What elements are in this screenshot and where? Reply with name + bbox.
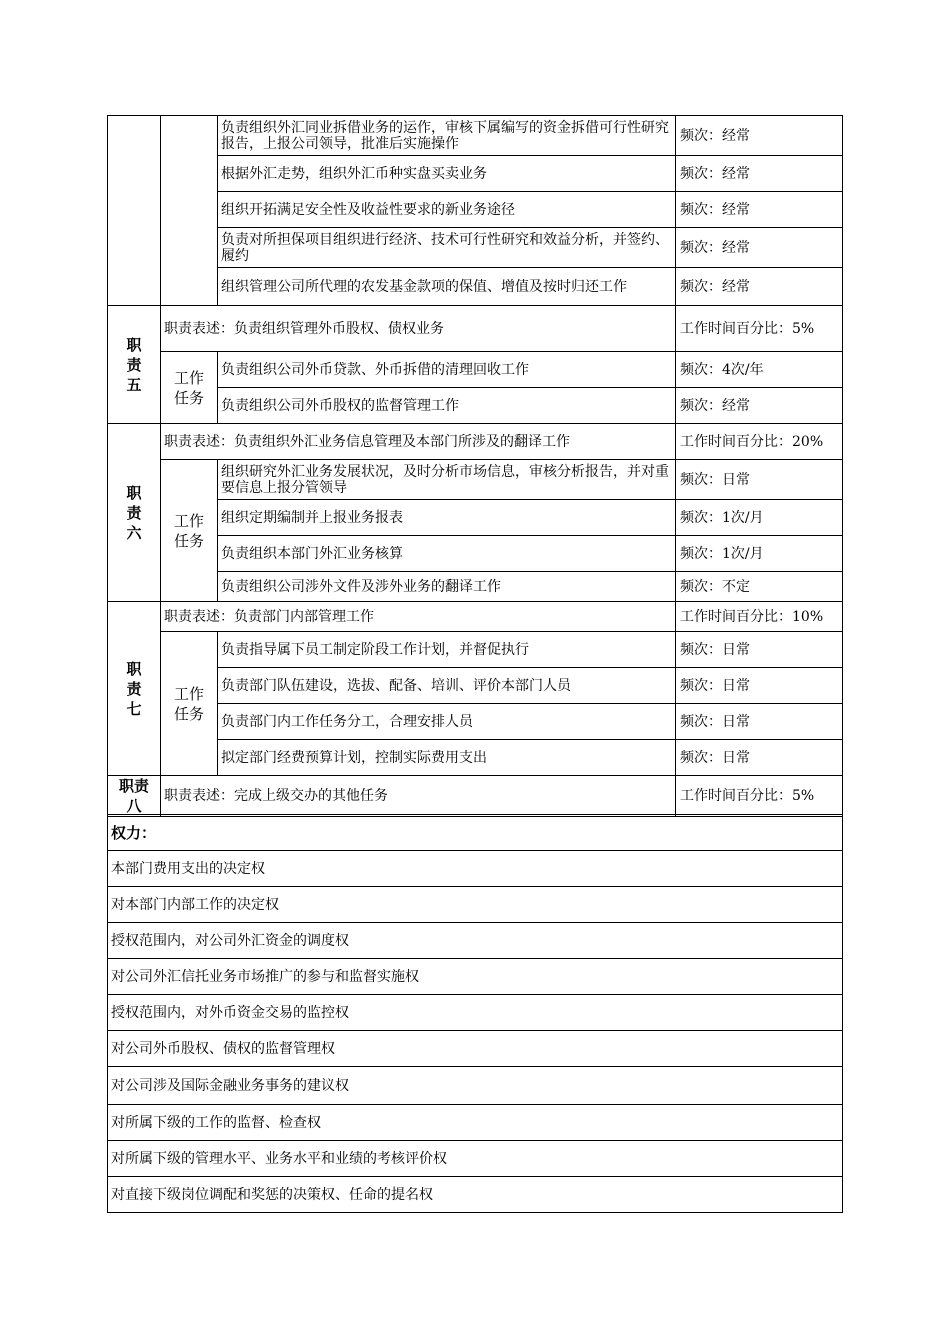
task-text: 负责组织公司涉外文件及涉外业务的翻译工作 bbox=[218, 572, 676, 602]
task-frequency: 频次：1次/月 bbox=[676, 500, 843, 536]
task-frequency: 频次：经常 bbox=[676, 228, 843, 268]
task-frequency: 频次：经常 bbox=[676, 192, 843, 228]
duty-statement: 职责表述：负责组织外汇业务信息管理及本部门所涉及的翻译工作 bbox=[161, 424, 676, 460]
duty-time-percent: 工作时间百分比：5% bbox=[676, 306, 843, 352]
power-item: 对公司涉及国际金融业务事务的建议权 bbox=[108, 1067, 843, 1105]
work-task-label: 工作 任务 bbox=[161, 352, 218, 424]
task-row bbox=[108, 704, 843, 740]
task-text: 负责组织外汇同业拆借业务的运作，审核下属编写的资金拆借可行性研究报告，上报公司领导，批准后实施操作 bbox=[218, 116, 676, 156]
task-text: 负责组织公司外币股权的监督管理工作 bbox=[218, 388, 676, 424]
duty-statement-row bbox=[108, 306, 843, 352]
task-text: 负责组织本部门外汇业务核算 bbox=[218, 536, 676, 572]
duty-eight-label: 职责 八 bbox=[108, 776, 161, 817]
power-item: 授权范围内，对外币资金交易的监控权 bbox=[108, 995, 843, 1031]
duty-statement-row bbox=[108, 602, 843, 632]
duty-statement-row bbox=[108, 424, 843, 460]
work-task-label: 工作 任务 bbox=[161, 460, 218, 602]
duties-table bbox=[107, 115, 843, 817]
task-text: 组织管理公司所代理的农发基金款项的保值、增值及按时归还工作 bbox=[218, 268, 676, 306]
power-item: 对公司外汇信托业务市场推广的参与和监督实施权 bbox=[108, 959, 843, 995]
task-row bbox=[108, 228, 843, 268]
duty-statement: 职责表述：完成上级交办的其他任务 bbox=[161, 776, 676, 817]
task-row bbox=[108, 352, 843, 388]
task-text: 拟定部门经费预算计划，控制实际费用支出 bbox=[218, 740, 676, 776]
task-row bbox=[108, 156, 843, 192]
duty-six-label: 职 责 六 bbox=[108, 424, 161, 602]
task-text: 组织定期编制并上报业务报表 bbox=[218, 500, 676, 536]
task-frequency: 频次：日常 bbox=[676, 668, 843, 704]
task-frequency: 频次：经常 bbox=[676, 156, 843, 192]
power-item: 授权范围内，对公司外汇资金的调度权 bbox=[108, 923, 843, 959]
power-item: 对所属下级的工作的监督、检查权 bbox=[108, 1105, 843, 1141]
powers-heading: 权力： bbox=[108, 815, 843, 851]
duty-five-label: 职 责 五 bbox=[108, 306, 161, 424]
task-text: 组织研究外汇业务发展状况，及时分析市场信息，审核分析报告，并对重要信息上报分管领导 bbox=[218, 460, 676, 500]
task-text: 组织开拓满足安全性及收益性要求的新业务途径 bbox=[218, 192, 676, 228]
task-frequency: 频次：日常 bbox=[676, 704, 843, 740]
duty-statement: 职责表述：负责部门内部管理工作 bbox=[161, 602, 676, 632]
task-row bbox=[108, 536, 843, 572]
power-item: 本部门费用支出的决定权 bbox=[108, 851, 843, 887]
task-text: 负责对所担保项目组织进行经济、技术可行性研究和效益分析，并签约、履约 bbox=[218, 228, 676, 268]
task-row bbox=[108, 460, 843, 500]
task-frequency: 频次：日常 bbox=[676, 460, 843, 500]
task-frequency: 频次：经常 bbox=[676, 116, 843, 156]
work-task-label: 工作 任务 bbox=[161, 632, 218, 776]
task-row bbox=[108, 268, 843, 306]
duty-time-percent: 工作时间百分比：5% bbox=[676, 776, 843, 817]
task-row bbox=[108, 572, 843, 602]
powers-table bbox=[107, 814, 843, 1213]
task-frequency: 频次：经常 bbox=[676, 268, 843, 306]
power-item: 对公司外币股权、债权的监督管理权 bbox=[108, 1031, 843, 1067]
power-item: 对所属下级的管理水平、业务水平和业绩的考核评价权 bbox=[108, 1141, 843, 1177]
task-text: 负责组织公司外币贷款、外币拆借的清理回收工作 bbox=[218, 352, 676, 388]
task-frequency: 频次：不定 bbox=[676, 572, 843, 602]
task-frequency: 频次：4次/年 bbox=[676, 352, 843, 388]
task-frequency: 频次：1次/月 bbox=[676, 536, 843, 572]
task-row bbox=[108, 116, 843, 156]
power-item: 对本部门内部工作的决定权 bbox=[108, 887, 843, 923]
task-row bbox=[108, 500, 843, 536]
task-text: 负责部门队伍建设，选拔、配备、培训、评价本部门人员 bbox=[218, 668, 676, 704]
task-row bbox=[108, 668, 843, 704]
duty-time-percent: 工作时间百分比：10% bbox=[676, 602, 843, 632]
task-frequency: 频次：日常 bbox=[676, 740, 843, 776]
task-frequency: 频次：日常 bbox=[676, 632, 843, 668]
duty-seven-label: 职 责 七 bbox=[108, 602, 161, 776]
task-row bbox=[108, 740, 843, 776]
task-text: 负责指导属下员工制定阶段工作计划，并督促执行 bbox=[218, 632, 676, 668]
task-row bbox=[108, 388, 843, 424]
duty-statement: 职责表述：负责组织管理外币股权、债权业务 bbox=[161, 306, 676, 352]
task-frequency: 频次：经常 bbox=[676, 388, 843, 424]
task-row bbox=[108, 192, 843, 228]
task-row bbox=[108, 632, 843, 668]
task-text: 根据外汇走势，组织外汇币种实盘买卖业务 bbox=[218, 156, 676, 192]
task-label-cell bbox=[161, 116, 218, 306]
task-text: 负责部门内工作任务分工，合理安排人员 bbox=[218, 704, 676, 740]
duty-time-percent: 工作时间百分比：20% bbox=[676, 424, 843, 460]
power-item: 对直接下级岗位调配和奖惩的决策权、任命的提名权 bbox=[108, 1177, 843, 1213]
duty-label-cell bbox=[108, 116, 161, 306]
duty-statement-row bbox=[108, 776, 843, 817]
